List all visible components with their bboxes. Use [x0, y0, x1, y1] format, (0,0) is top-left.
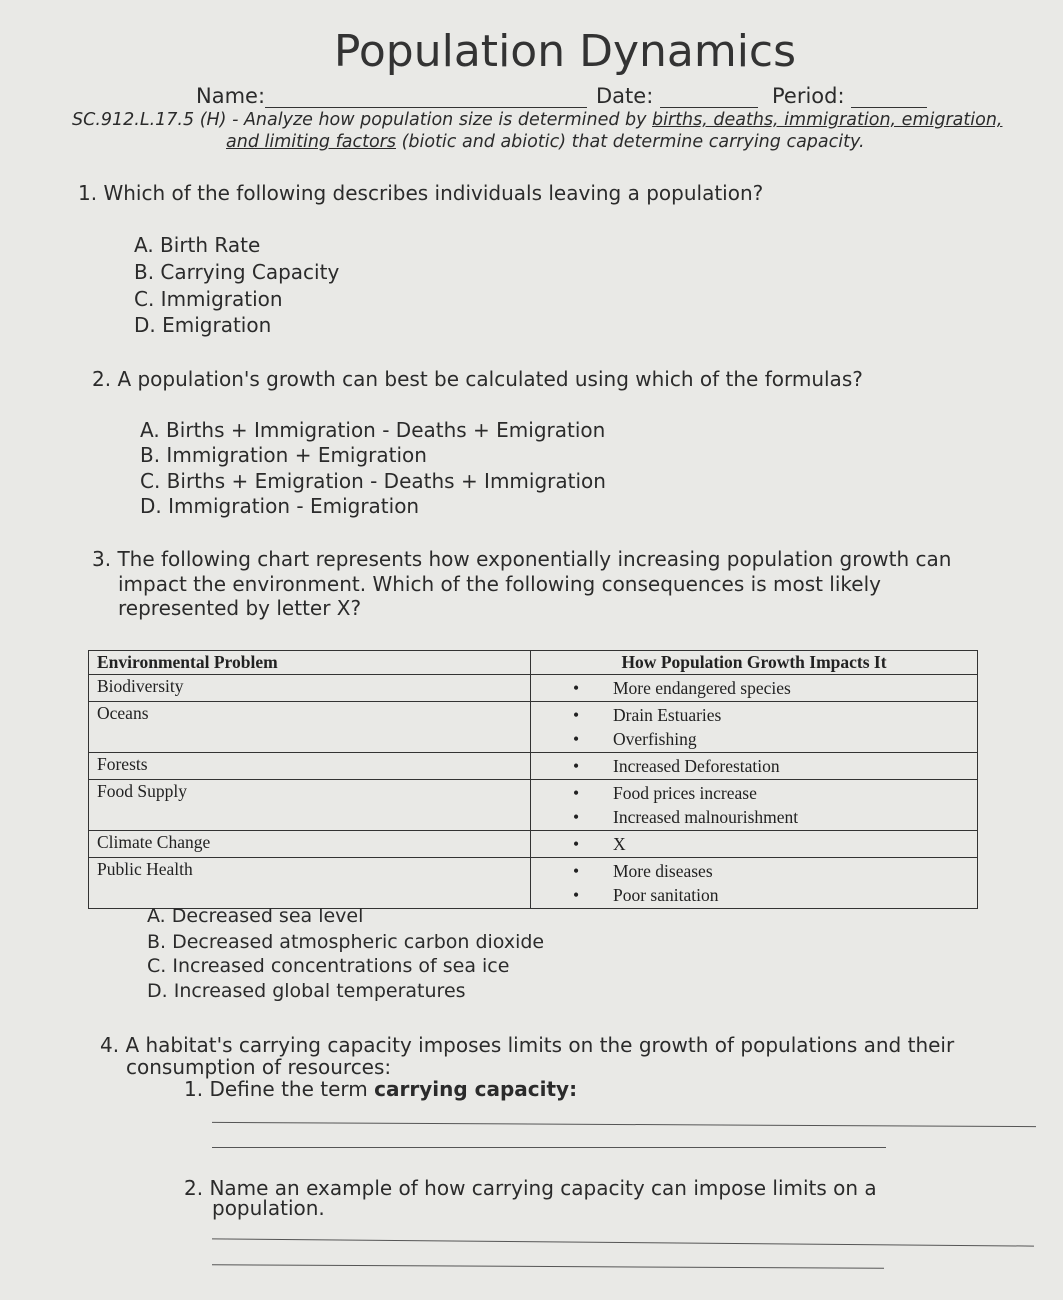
table-header-row — [89, 651, 978, 675]
q2-option-b[interactable]: B. Immigration + Emigration — [140, 443, 427, 467]
q3-option-a[interactable]: A. Decreased sea level — [147, 905, 364, 927]
question-3-line-2: impact the environment. Which of the following consequences is most likely — [118, 572, 881, 596]
answer-line-1b[interactable] — [212, 1147, 886, 1148]
name-field[interactable] — [196, 84, 587, 108]
q1-option-b[interactable]: B. Carrying Capacity — [134, 260, 340, 284]
date-field[interactable] — [596, 84, 758, 108]
problem-cell: Biodiversity — [89, 675, 531, 702]
standard-underlined-terms: births, deaths, immigration, emigration, — [652, 110, 1003, 130]
q1-option-c[interactable]: C. Immigration — [134, 287, 283, 311]
standard-line-2 — [226, 132, 865, 152]
q3-option-b[interactable]: B. Decreased atmospheric carbon dioxide — [147, 931, 545, 953]
impact-cell — [531, 858, 978, 909]
period-label: Period: — [772, 84, 845, 108]
q2-option-d[interactable]: D. Immigration - Emigration — [140, 494, 420, 518]
name-label: Name: — [196, 84, 266, 108]
impact-item: • Food prices increase — [539, 781, 969, 805]
table-row — [89, 675, 978, 702]
table-row — [89, 858, 978, 909]
period-field[interactable] — [772, 84, 927, 108]
problem-cell: Food Supply — [89, 780, 531, 831]
q2-option-c[interactable]: C. Births + Emigration - Deaths + Immigration — [140, 469, 606, 493]
q4-part-1-term: carrying capacity: — [374, 1077, 578, 1101]
q4-part-1 — [184, 1077, 577, 1101]
question-4-line-2: consumption of resources: — [126, 1055, 392, 1079]
impact-cell — [531, 702, 978, 753]
table-row — [89, 702, 978, 753]
question-2: 2. A population's growth can best be calculated using which of the formulas? — [92, 367, 863, 391]
question-4-line-1: 4. A habitat's carrying capacity imposes limits on the growth of populations and their — [100, 1033, 955, 1057]
impact-item: • More diseases — [539, 859, 969, 883]
q2-option-a[interactable]: A. Births + Immigration - Deaths + Emigration — [140, 418, 606, 442]
impact-item: • Increased Deforestation — [539, 754, 969, 778]
q4-part-1-prefix: 1. Define the term — [184, 1077, 375, 1101]
q1-option-a[interactable]: A. Birth Rate — [134, 233, 261, 257]
population-impact-table — [88, 650, 978, 909]
table-row — [89, 780, 978, 831]
impact-cell — [531, 780, 978, 831]
impact-item-x: • X — [539, 832, 969, 856]
impact-item: • Drain Estuaries — [539, 703, 969, 727]
table-header-problem: Environmental Problem — [89, 651, 531, 675]
answer-line-2a[interactable] — [212, 1238, 1034, 1246]
impact-cell — [531, 753, 978, 780]
problem-cell: Public Health — [89, 858, 531, 909]
q1-option-d[interactable]: D. Emigration — [134, 313, 272, 337]
problem-cell: Climate Change — [89, 831, 531, 858]
q3-option-d[interactable]: D. Increased global temperatures — [147, 980, 466, 1002]
date-blank[interactable] — [660, 87, 758, 108]
standard-code: SC.912.L.17.5 (H) - Analyze how population size is determined by — [72, 110, 653, 130]
impact-cell — [531, 831, 978, 858]
table-row — [89, 753, 978, 780]
q4-part-2-line-2: population. — [212, 1196, 325, 1220]
answer-line-1a[interactable] — [212, 1122, 1036, 1127]
table-header-impact: How Population Growth Impacts It — [531, 651, 978, 675]
page-title: Population Dynamics — [333, 26, 797, 77]
q4-part-2-line-1: 2. Name an example of how carrying capacity can impose limits on a — [184, 1176, 877, 1200]
problem-cell: Oceans — [89, 702, 531, 753]
date-label: Date: — [596, 84, 654, 108]
answer-line-2b[interactable] — [212, 1264, 884, 1269]
impact-item: • Overfishing — [539, 727, 969, 751]
name-blank[interactable] — [265, 87, 587, 108]
standard-rest: (biotic and abiotic) that determine carrying capacity. — [396, 132, 865, 152]
impact-cell — [531, 675, 978, 702]
question-1: 1. Which of the following describes individuals leaving a population? — [78, 181, 764, 205]
table-row — [89, 831, 978, 858]
standard-line-1 — [72, 110, 1002, 130]
q3-option-c[interactable]: C. Increased concentrations of sea ice — [147, 955, 510, 977]
question-3-line-3: represented by letter X? — [118, 596, 362, 620]
problem-cell: Forests — [89, 753, 531, 780]
impact-item: • More endangered species — [539, 676, 969, 700]
question-3-line-1: 3. The following chart represents how exponentially increasing population growth can — [92, 547, 952, 571]
standard-limiting-factors: and limiting factors — [226, 132, 396, 152]
period-blank[interactable] — [851, 87, 927, 108]
impact-item: • Increased malnourishment — [539, 805, 969, 829]
impact-item: • Poor sanitation — [539, 883, 969, 907]
